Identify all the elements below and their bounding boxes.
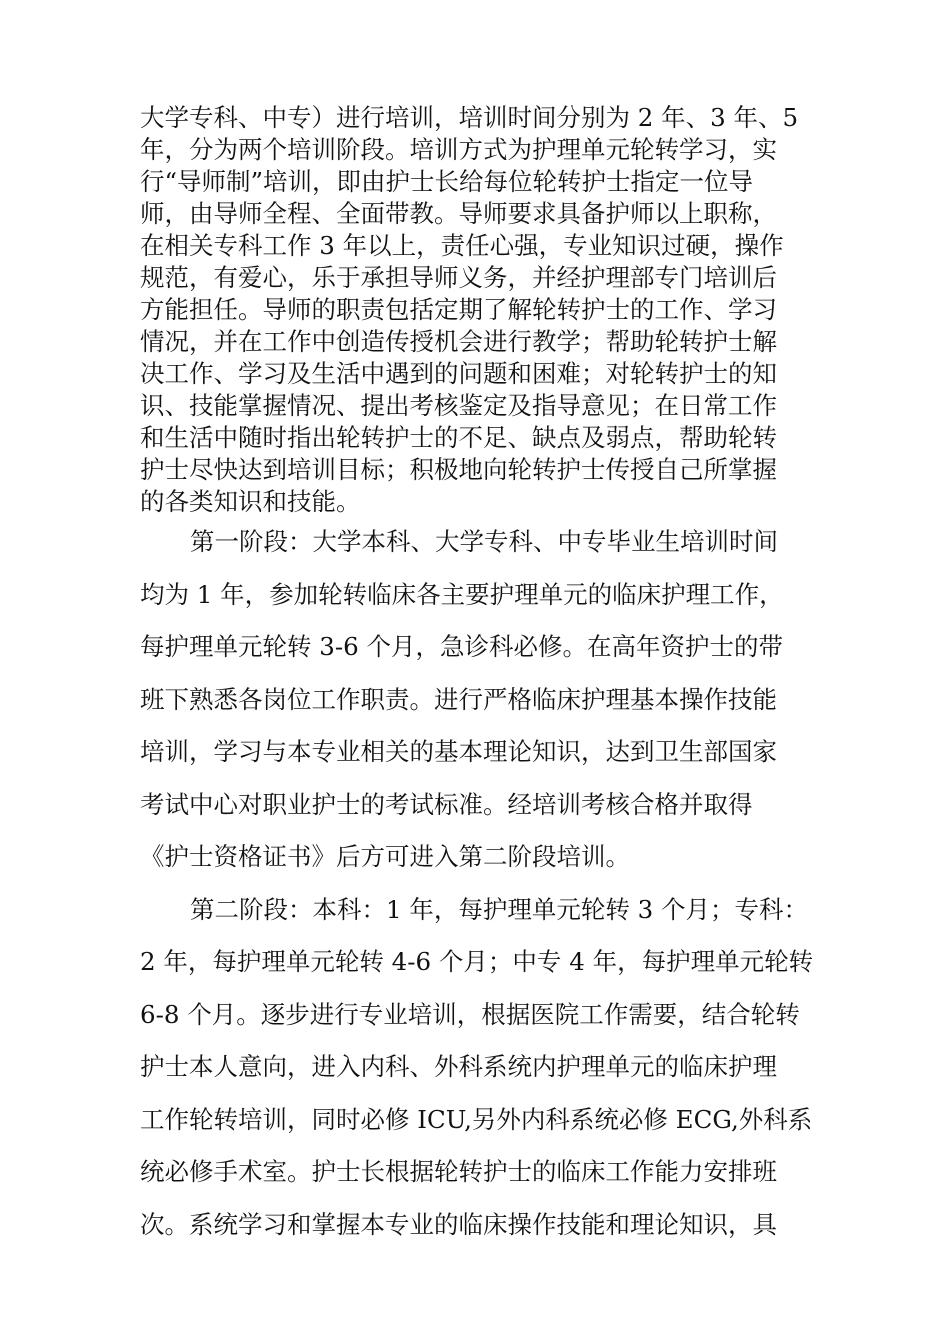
text-line: 考试中心对职业护士的考试标准。经培训考核合格并取得 (140, 790, 753, 819)
text-line: 统必修手术室。护士长根据轮转护士的临床工作能力安排班 (140, 1157, 777, 1186)
text-line: 大学专科、中专）进行培训，培训时间分别为 2 年、3 年、5 (140, 103, 799, 132)
text-line: 决工作、学习及生活中遇到的问题和困难；对轮转护士的知 (140, 359, 777, 388)
text-line: 规范，有爱心，乐于承担导师义务，并经护理部专门培训后 (140, 263, 777, 292)
text-line: 护士本人意向，进入内科、外科系统内护理单元的临床护理 (140, 1052, 777, 1081)
text-line: 行“导师制”培训，即由护士长给每位轮转护士指定一位导 (140, 167, 754, 196)
text-line: 6-8 个月。逐步进行专业培训，根据医院工作需要，结合轮转 (140, 1000, 800, 1029)
text-line: 情况，并在工作中创造传授机会进行教学；帮助轮转护士解 (140, 327, 777, 356)
text-line: 第二阶段：本科：1 年，每护理单元轮转 3 个月；专科： (190, 895, 809, 924)
text-line: 班下熟悉各岗位工作职责。进行严格临床护理基本操作技能 (140, 685, 777, 714)
text-line: 2 年，每护理单元轮转 4-6 个月；中专 4 年，每护理单元轮转 (140, 947, 814, 976)
text-line: 师，由导师全程、全面带教。导师要求具备护师以上职称， (140, 199, 777, 228)
text-line: 次。系统学习和掌握本专业的临床操作技能和理论知识，具 (140, 1210, 777, 1239)
text-line: 在相关专科工作 3 年以上，责任心强，专业知识过硬，操作 (140, 231, 784, 260)
text-line: 年，分为两个培训阶段。培训方式为护理单元轮转学习，实 (140, 135, 777, 164)
text-line: 均为 1 年，参加轮转临床各主要护理单元的临床护理工作， (140, 580, 784, 609)
text-line: 护士尽快达到培训目标；积极地向轮转护士传授自己所掌握 (140, 455, 777, 484)
text-line: 每护理单元轮转 3-6 个月，急诊科必修。在高年资护士的带 (140, 632, 784, 661)
text-line: 和生活中随时指出轮转护士的不足、缺点及弱点，帮助轮转 (140, 423, 777, 452)
text-line: 培训，学习与本专业相关的基本理论知识，达到卫生部国家 (140, 737, 777, 766)
text-line: 识、技能掌握情况、提出考核鉴定及指导意见；在日常工作 (140, 391, 777, 420)
text-line: 第一阶段：大学本科、大学专科、中专毕业生培训时间 (190, 527, 778, 556)
text-line: 工作轮转培训，同时必修 ICU,另外内科系统必修 ECG,外科系 (140, 1105, 813, 1134)
text-line: 的各类知识和技能。 (140, 487, 361, 516)
text-line: 《护士资格证书》后方可进入第二阶段培训。 (140, 842, 630, 871)
text-line: 方能担任。导师的职责包括定期了解轮转护士的工作、学习 (140, 295, 777, 324)
